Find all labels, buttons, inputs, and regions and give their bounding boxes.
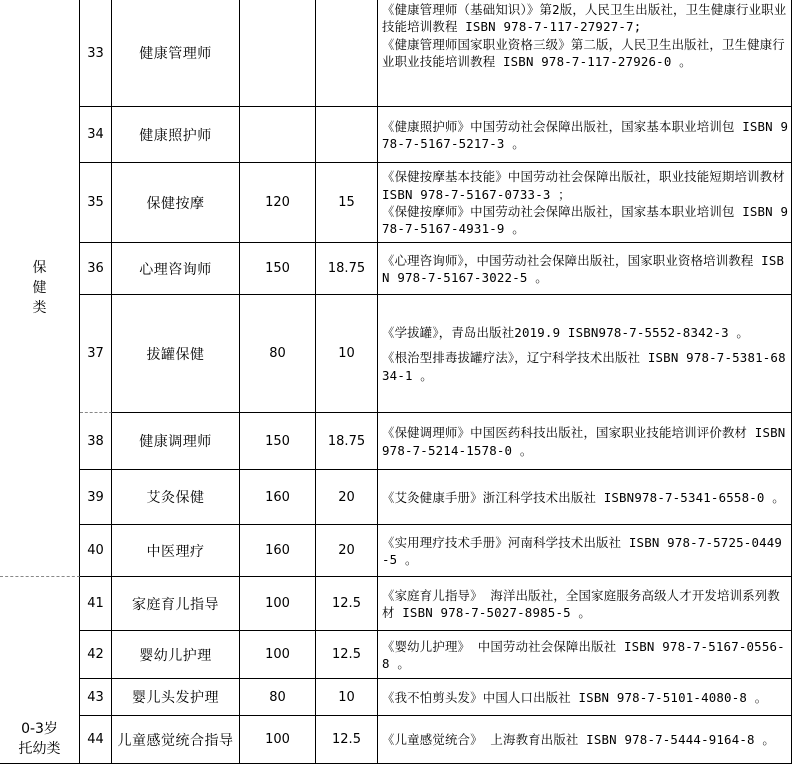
course-name: 婴幼儿护理	[139, 647, 212, 664]
row-number-cell[interactable]	[80, 163, 112, 243]
category-cell[interactable]	[0, 577, 80, 764]
training-hours-cell[interactable]	[240, 413, 316, 470]
row-number-cell[interactable]	[80, 631, 112, 679]
course-name: 健康管理师	[139, 46, 212, 62]
category-label: 保 健 类	[32, 260, 47, 316]
training-hours-cell[interactable]	[240, 470, 316, 525]
course-name-cell[interactable]	[112, 413, 240, 470]
course-name: 拔罐保健	[146, 346, 205, 363]
course-fee-cell[interactable]	[316, 631, 378, 679]
course-name: 健康照护师	[139, 127, 212, 144]
training-hours-cell[interactable]	[240, 243, 316, 295]
course-name: 中医理疗	[146, 543, 205, 560]
training-hours: 160	[265, 489, 290, 505]
textbook-entry: 《保健调理师》中国医药科技出版社，国家职业技能培训评价教材 ISBN 978-7-5214-1578-0 。	[382, 425, 786, 458]
course-name: 健康调理师	[139, 434, 212, 450]
course-fee-cell[interactable]	[316, 107, 378, 163]
course-name-cell[interactable]	[112, 525, 240, 577]
course-fee-cell[interactable]	[316, 243, 378, 295]
course-fee-cell[interactable]	[316, 525, 378, 577]
row-number-cell[interactable]	[80, 577, 112, 631]
course-name-cell[interactable]	[112, 163, 240, 243]
training-hours-cell[interactable]	[240, 525, 316, 577]
row-number-cell[interactable]	[80, 716, 112, 764]
course-fee: 20	[338, 489, 355, 505]
textbook-entry: 《家庭育儿指导》 海洋出版社，全国家庭服务高级人才开发培训系列教材 ISBN 978-7-5027-8985-5 。	[382, 587, 780, 620]
row-number-cell[interactable]	[80, 470, 112, 525]
textbook-entry: 《健康管理师（基础知识）》第2版，人民卫生出版社，卫生健康行业职业技能培训教程 ISBN 978-7-117-27927-7;	[382, 2, 787, 35]
course-fee-cell[interactable]	[316, 470, 378, 525]
row-number: 41	[87, 596, 104, 611]
row-number: 44	[87, 732, 104, 747]
row-number-cell[interactable]	[80, 679, 112, 716]
row-number: 39	[87, 489, 104, 505]
textbook-entry: 《健康照护师》中国劳动社会保障出版社，国家基本职业培训包 ISBN 978-7-5167-5217-3 。	[382, 118, 789, 151]
training-hours-cell[interactable]	[240, 0, 316, 107]
course-fee: 12.5	[332, 732, 361, 747]
textbook-info-cell[interactable]	[378, 577, 792, 631]
textbook-info-cell[interactable]	[378, 295, 792, 413]
textbook-info-cell[interactable]	[378, 525, 792, 577]
course-name: 婴儿头发护理	[132, 690, 219, 706]
course-fee: 10	[338, 346, 355, 361]
category-cell[interactable]	[0, 0, 80, 577]
training-hours-cell[interactable]	[240, 577, 316, 631]
course-fee-cell[interactable]	[316, 577, 378, 631]
course-name-cell[interactable]	[112, 107, 240, 163]
textbook-entry: 《根治型排毒拔罐疗法》，辽宁科学技术出版社 ISBN 978-7-5381-6834-1 。	[382, 350, 786, 383]
category-label: 0-3岁 托幼类	[18, 721, 61, 757]
course-fee-cell[interactable]	[316, 163, 378, 243]
course-name: 家庭育儿指导	[132, 596, 219, 613]
course-fee-cell[interactable]	[316, 716, 378, 764]
course-fee: 20	[338, 543, 355, 558]
textbook-info-cell[interactable]	[378, 243, 792, 295]
course-fee-cell[interactable]	[316, 295, 378, 413]
textbook-info-cell[interactable]	[378, 0, 792, 107]
training-hours: 160	[265, 543, 290, 558]
row-number: 36	[87, 261, 104, 276]
course-fee: 18.75	[327, 433, 366, 449]
textbook-info-cell[interactable]	[378, 413, 792, 470]
row-number: 33	[87, 45, 104, 61]
row-number-cell[interactable]	[80, 295, 112, 413]
textbook-entry: 《婴幼儿护理》 中国劳动社会保障出版社 ISBN 978-7-5167-0556-8 。	[382, 638, 785, 671]
course-name-cell[interactable]	[112, 577, 240, 631]
row-number: 37	[87, 346, 104, 361]
textbook-entry: 《心理咨询师》，中国劳动社会保障出版社，国家职业资格培训教程 ISBN 978-7-5167-3022-5 。	[382, 252, 785, 285]
training-hours: 100	[265, 732, 290, 747]
training-hours-cell[interactable]	[240, 295, 316, 413]
course-name-cell[interactable]	[112, 0, 240, 107]
course-fee-cell[interactable]	[316, 679, 378, 716]
row-number-cell[interactable]	[80, 525, 112, 577]
textbook-entry: 《学拔罐》，青岛出版社2019.9 ISBN978-7-5552-8342-3 。	[382, 324, 750, 340]
training-hours: 80	[269, 346, 286, 361]
textbook-entry: 《健康管理师国家职业资格三级》第二版，人民卫生出版社，卫生健康行业职业技能培训教程 ISBN 978-7-117-27926-0 。	[382, 36, 785, 70]
training-hours-cell[interactable]	[240, 679, 316, 716]
course-name-cell[interactable]	[112, 470, 240, 525]
training-hours-cell[interactable]	[240, 107, 316, 163]
training-hours-cell[interactable]	[240, 716, 316, 764]
textbook-entry: 《保健按摩师》中国劳动社会保障出版社，国家基本职业培训包 ISBN 978-7-5167-4931-9 。	[382, 204, 789, 237]
row-number-cell[interactable]	[80, 243, 112, 295]
course-fee: 18.75	[327, 261, 366, 276]
textbook-entry: 《儿童感觉统合》 上海教育出版社 ISBN 978-7-5444-9164-8 。	[382, 732, 775, 748]
course-name: 心理咨询师	[139, 261, 212, 278]
course-name-cell[interactable]	[112, 631, 240, 679]
row-number: 43	[87, 689, 104, 705]
course-name-cell[interactable]	[112, 243, 240, 295]
course-name-cell[interactable]	[112, 679, 240, 716]
training-hours: 150	[265, 261, 290, 276]
course-name: 儿童感觉统合指导	[117, 732, 234, 749]
row-number-cell[interactable]	[80, 0, 112, 107]
course-name: 保健按摩	[146, 195, 205, 212]
textbook-info-cell[interactable]	[378, 107, 792, 163]
course-fee: 15	[338, 195, 355, 210]
training-hours: 150	[265, 433, 290, 449]
training-hours: 100	[265, 647, 290, 662]
row-number: 34	[87, 127, 104, 142]
training-hours: 120	[265, 195, 290, 210]
textbook-info-cell[interactable]	[378, 716, 792, 764]
course-name-cell[interactable]	[112, 716, 240, 764]
textbook-info-cell[interactable]	[378, 163, 792, 243]
row-number-cell[interactable]	[80, 413, 112, 470]
row-number: 35	[87, 195, 104, 210]
textbook-entry: 《艾灸健康手册》浙江科学技术出版社 ISBN978-7-5341-6558-0 。	[382, 489, 785, 505]
training-hours: 80	[269, 689, 286, 705]
course-fee-cell[interactable]	[316, 413, 378, 470]
course-fee: 10	[338, 689, 355, 705]
training-hours: 100	[265, 596, 290, 611]
row-number: 42	[87, 647, 104, 662]
textbook-entry: 《保健按摩基本技能》中国劳动社会保障出版社，职业技能短期培训教材 ISBN 978-7-5167-0733-3 ；	[382, 169, 785, 202]
course-name: 艾灸保健	[146, 490, 205, 506]
course-fee-cell[interactable]	[316, 0, 378, 107]
course-fee: 12.5	[332, 647, 361, 662]
course-name-cell[interactable]	[112, 295, 240, 413]
textbook-entry: 《实用理疗技术手册》河南科学技术出版社 ISBN 978-7-5725-0449-5 。	[382, 534, 783, 567]
textbook-info-cell[interactable]	[378, 470, 792, 525]
course-fee: 12.5	[332, 596, 361, 611]
row-number-cell[interactable]	[80, 107, 112, 163]
training-hours-cell[interactable]	[240, 163, 316, 243]
row-number: 40	[87, 543, 104, 558]
row-number: 38	[87, 433, 104, 449]
textbook-info-cell[interactable]	[378, 631, 792, 679]
textbook-info-cell[interactable]	[378, 679, 792, 716]
training-hours-cell[interactable]	[240, 631, 316, 679]
textbook-entry: 《我不怕剪头发》中国人口出版社 ISBN 978-7-5101-4080-8 。	[382, 689, 768, 705]
